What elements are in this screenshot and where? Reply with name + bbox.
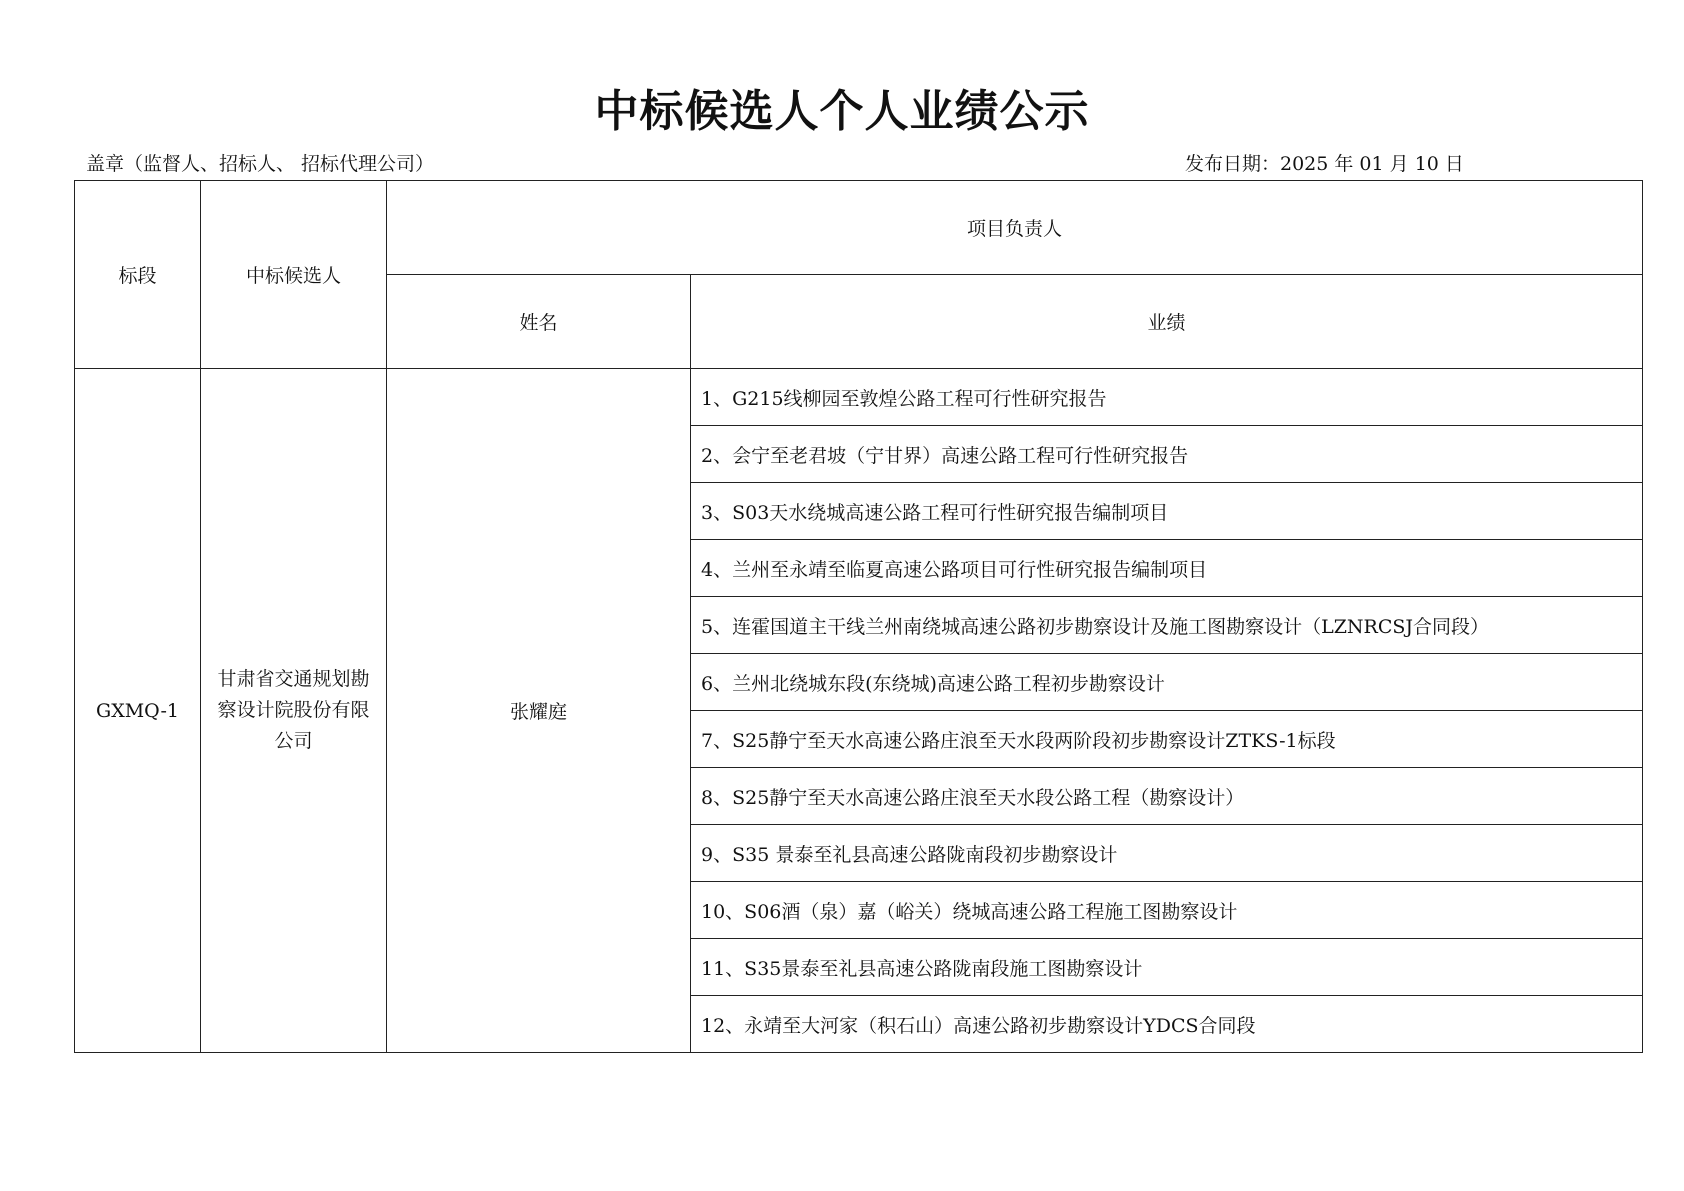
publish-date: 发布日期：2025 年 01 月 10 日 <box>1185 153 1464 175</box>
performance-item: 5、连霍国道主干线兰州南绕城高速公路初步勘察设计及施工图勘察设计（LZNRCSJ合同段） <box>691 597 1643 654</box>
performance-item: 7、S25静宁至天水高速公路庄浪至天水段两阶段初步勘察设计ZTKS-1标段 <box>691 711 1643 768</box>
seal-line: 盖章（监督人、招标人、 招标代理公司） <box>86 153 435 175</box>
table-row <box>75 369 1643 426</box>
page-title: 中标候选人个人业绩公示 <box>594 86 1090 137</box>
section-cell: GXMQ-1 <box>75 369 201 1053</box>
performance-item: 9、S35 景泰至礼县高速公路陇南段初步勘察设计 <box>691 825 1643 882</box>
header-name: 姓名 <box>387 275 691 369</box>
header-section: 标段 <box>75 181 201 369</box>
performance-item: 10、S06酒（泉）嘉（峪关）绕城高速公路工程施工图勘察设计 <box>691 882 1643 939</box>
performance-table <box>74 180 1643 1053</box>
header-performance: 业绩 <box>691 275 1643 369</box>
header-project-lead: 项目负责人 <box>387 181 1643 275</box>
performance-item: 6、兰州北绕城东段(东绕城)高速公路工程初步勘察设计 <box>691 654 1643 711</box>
name-cell: 张耀庭 <box>387 369 691 1053</box>
performance-item: 11、S35景泰至礼县高速公路陇南段施工图勘察设计 <box>691 939 1643 996</box>
header-candidate: 中标候选人 <box>201 181 387 369</box>
performance-item: 2、会宁至老君坡（宁甘界）高速公路工程可行性研究报告 <box>691 426 1643 483</box>
performance-item: 3、S03天水绕城高速公路工程可行性研究报告编制项目 <box>691 483 1643 540</box>
header-row-top <box>75 181 1643 275</box>
performance-item: 8、S25静宁至天水高速公路庄浪至天水段公路工程（勘察设计） <box>691 768 1643 825</box>
candidate-cell: 甘肃省交通规划勘察设计院股份有限公司 <box>201 369 387 1053</box>
performance-item: 4、兰州至永靖至临夏高速公路项目可行性研究报告编制项目 <box>691 540 1643 597</box>
performance-item: 1、G215线柳园至敦煌公路工程可行性研究报告 <box>691 369 1643 426</box>
performance-item: 12、永靖至大河家（积石山）高速公路初步勘察设计YDCS合同段 <box>691 996 1643 1053</box>
